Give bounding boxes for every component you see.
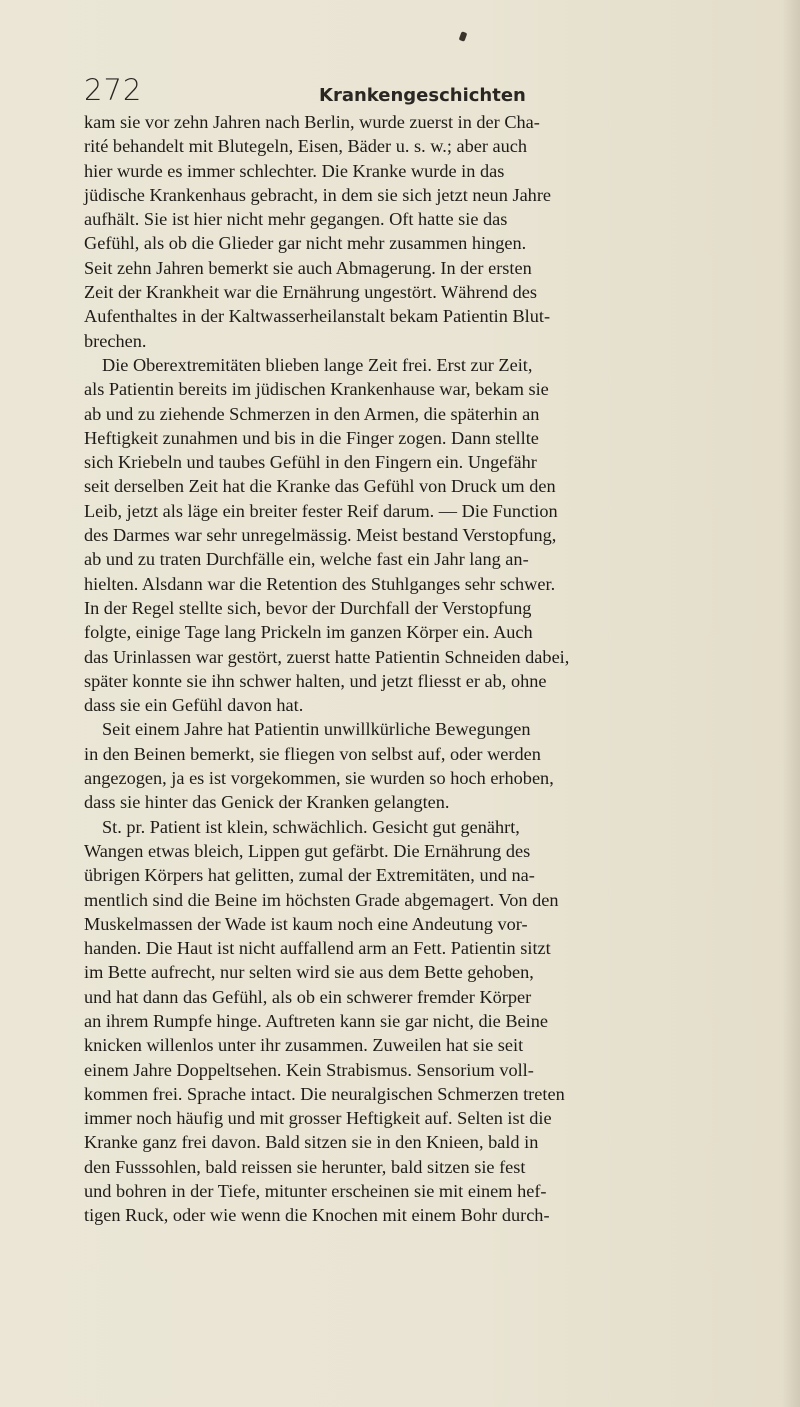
text-line: knicken willenlos unter ihr zusammen. Zuweilen hat sie seit <box>84 1035 524 1056</box>
text-line: Die Oberextremitäten blieben lange Zeit frei. Erst zur Zeit, <box>102 354 533 375</box>
text-line: Heftigkeit zunahmen und bis in die Finger zogen. Dann stellte <box>84 427 539 448</box>
text-line: übrigen Körpers hat gelitten, zumal der Extremitäten, und na- <box>84 865 535 886</box>
text-line: handen. Die Haut ist nicht auffallend arm an Fett. Patientin sitzt <box>84 938 551 959</box>
text-line: Gefühl, als ob die Glieder gar nicht mehr zusammen hingen. <box>84 233 527 254</box>
text-line: des Darmes war sehr unregelmässig. Meist bestand Verstopfung, <box>84 525 557 546</box>
text-line: in den Beinen bemerkt, sie fliegen von selbst auf, oder werden <box>84 743 541 764</box>
text-line: im Bette aufrecht, nur selten wird sie aus dem Bette gehoben, <box>84 962 534 983</box>
text-line: an ihrem Rumpfe hinge. Auftreten kann sie gar nicht, die Beine <box>84 1010 549 1031</box>
text-line: seit derselben Zeit hat die Kranke das Gefühl von Druck um den <box>84 476 556 497</box>
text-line: Zeit der Krankheit war die Ernährung ungestört. Während des <box>84 282 537 303</box>
text-line: Seit einem Jahre hat Patientin unwillkürliche Bewegungen <box>102 719 531 740</box>
text-line: hielten. Alsdann war die Retention des Stuhlganges sehr schwer. <box>84 573 556 594</box>
body-text <box>84 110 798 1228</box>
text-line: ab und zu ziehende Schmerzen in den Armen, die späterhin an <box>84 403 540 424</box>
text-line: als Patientin bereits im jüdischen Krankenhause war, bekam sie <box>84 379 549 400</box>
text-line: hier wurde es immer schlechter. Die Kranke wurde in das <box>84 160 505 181</box>
text-line: folgte, einige Tage lang Prickeln im ganzen Körper ein. Auch <box>84 622 533 643</box>
text-line: das Urinlassen war gestört, zuerst hatte Patientin Schneiden dabei, <box>84 646 570 667</box>
page-number: 272 <box>84 73 143 107</box>
text-line: Leib, jetzt als läge ein breiter fester Reif darum. — Die Function <box>84 500 558 521</box>
text-line: Muskelmassen der Wade ist kaum noch eine Andeutung vor- <box>84 913 528 934</box>
text-line: immer noch häufig und mit grosser Heftigkeit auf. Selten ist die <box>84 1108 552 1129</box>
ink-dot <box>459 31 468 42</box>
text-line: tigen Ruck, oder wie wenn die Knochen mit einem Bohr durch- <box>84 1205 550 1226</box>
text-line: später konnte sie ihn schwer halten, und jetzt fliesst er ab, ohne <box>84 670 547 691</box>
text-line: Aufenthaltes in der Kaltwasserheilanstalt bekam Patientin Blut- <box>84 306 551 327</box>
text-line: brechen. <box>84 330 147 351</box>
text-line: St. pr. Patient ist klein, schwächlich. Gesicht gut genährt, <box>102 816 520 837</box>
text-line: aufhält. Sie ist hier nicht mehr gegangen. Oft hatte sie das <box>84 209 508 230</box>
text-line: und hat dann das Gefühl, als ob ein schwerer fremder Körper <box>84 986 532 1007</box>
text-line: den Fusssohlen, bald reissen sie herunter, bald sitzen sie fest <box>84 1156 526 1177</box>
text-line: kam sie vor zehn Jahren nach Berlin, wurde zuerst in der Cha- <box>84 112 540 132</box>
text-line: sich Kriebeln und taubes Gefühl in den Fingern ein. Ungefähr <box>84 452 537 473</box>
text-line: In der Regel stellte sich, bevor der Durchfall der Verstopfung <box>84 597 532 618</box>
text-line: rité behandelt mit Blutegeln, Eisen, Bäder u. s. w.; aber auch <box>84 136 528 157</box>
text-line: angezogen, ja es ist vorgekommen, sie wurden so hoch erhoben, <box>84 768 554 789</box>
text-line: einem Jahre Doppeltsehen. Kein Strabismus. Sensorium voll- <box>84 1059 534 1080</box>
text-line: jüdische Krankenhaus gebracht, in dem sie sich jetzt neun Jahre <box>84 184 552 205</box>
text-line: kommen frei. Sprache intact. Die neuralgischen Schmerzen treten <box>84 1083 565 1104</box>
text-line: mentlich sind die Beine im höchsten Grade abgemagert. Von den <box>84 889 559 910</box>
text-line: ab und zu traten Durchfälle ein, welche fast ein Jahr lang an- <box>84 549 529 570</box>
text-line: dass sie hinter das Genick der Kranken gelangten. <box>84 792 450 813</box>
text-line: Seit zehn Jahren bemerkt sie auch Abmagerung. In der ersten <box>84 257 532 278</box>
text-line: Kranke ganz frei davon. Bald sitzen sie in den Knieen, bald in <box>84 1132 539 1153</box>
text-line: dass sie ein Gefühl davon hat. <box>84 695 304 716</box>
text-line: Wangen etwas bleich, Lippen gut gefärbt. Die Ernährung des <box>84 840 531 861</box>
running-head: Krankengeschichten <box>319 85 526 106</box>
text-line: und bohren in der Tiefe, mitunter erscheinen sie mit einem hef- <box>84 1181 547 1202</box>
